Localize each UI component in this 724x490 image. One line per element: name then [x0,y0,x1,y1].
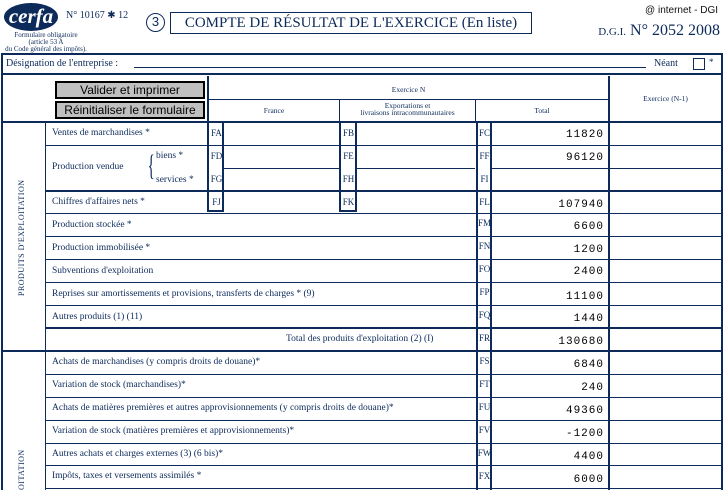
total-input-fn[interactable]: 1200 [573,244,604,256]
total-input-fw[interactable]: 4400 [573,451,604,463]
total-input-fv[interactable]: -1200 [565,428,604,440]
col-header-exercice-n: Exercice N [391,85,426,94]
total-input-fr[interactable]: 130680 [558,336,604,348]
row-label: Autres produits (1) (11) [52,312,143,322]
row-label: Variation de stock (matières premières et approvisionnements)* [52,426,295,436]
form-note [4,32,88,53]
divider [45,122,46,490]
code-fq: FQ [478,310,491,320]
neant-checkbox[interactable] [693,58,705,70]
page-title: COMPTE DE RÉSULTAT DE L'EXERCICE (En liste) [170,12,532,34]
row-label: Production stockée * [52,220,132,230]
code-fx: FX [478,471,491,481]
cerfa-logo: cerfa [4,3,58,31]
code-fh: FH [342,174,355,184]
code-fa: FA [211,128,222,138]
source-label: @ internet - DGI [645,5,718,16]
col-header-exports [340,102,475,116]
total-input-fm[interactable]: 6600 [573,221,604,233]
row-label: Impôts, taxes et versements assimilés * [52,471,202,481]
code-fw: FW [477,448,492,458]
divider [46,305,722,306]
divider [46,397,722,398]
form-note-line1: Formulaire obligatoire (article 53 A [14,31,78,46]
row-label: Achats de marchandises (y compris droits de douane)* [52,357,261,367]
divider [46,327,722,329]
col-header-exports-line1: Exportations et [384,101,431,110]
code-fl: FL [479,197,490,207]
section-label-charges: OITATION [17,449,26,490]
total-row-label: Total des produits d'exploitation (2) (I) [286,334,434,344]
code-fc: FC [478,128,490,138]
section-label-produits: PRODUITS D'EXPLOITATION [17,179,26,296]
divider [46,465,722,466]
code-fd: FD [210,151,223,161]
divider [492,168,722,169]
neant-label: Néant [654,58,678,69]
total-input-fo[interactable]: 2400 [573,266,604,278]
row-label: Reprises sur amortissements et provisions, transferts de charges * (9) [52,289,315,299]
dgi-prefix: D.G.I. [598,26,627,38]
row-sublabel: services * [156,175,194,185]
validate-print-button[interactable]: Valider et imprimer [55,81,205,99]
code-ft: FT [479,379,490,389]
code-fm: FM [477,218,491,228]
dgi-reference [598,22,720,40]
code-fb: FB [342,128,354,138]
col-header-exercice-n1: Exercice (N-1) [643,94,688,103]
designation-label: Désignation de l'entreprise : [6,58,119,69]
code-fu: FU [478,402,491,412]
code-fn: FN [478,241,491,251]
divider [46,213,722,214]
code-fo: FO [478,264,491,274]
divider [357,168,475,169]
divider [46,420,722,421]
row-label: Production immobilisée * [52,243,151,253]
row-label: Autres achats et charges externes (3) (6 bis)* [52,449,224,459]
divider [46,145,722,146]
divider [46,443,722,444]
divider [46,236,722,237]
total-input-fl[interactable]: 107940 [558,199,604,211]
designation-input[interactable] [134,67,646,68]
code-fv: FV [478,425,491,435]
row-label: Chiffres d'affaires nets * [52,197,145,207]
reset-form-button[interactable]: Réinitialiser le formulaire [55,101,205,119]
row-label: Achats de matières premières et autres approvisionnements (y compris droits de douane)* [52,403,394,413]
code-fi: FI [480,174,489,184]
form-note-line2: du Code général des impôts). [5,45,87,53]
total-input-ff[interactable]: 96120 [565,152,604,164]
row-label: Ventes de marchandises * [52,128,150,138]
brace-icon: { [147,149,155,182]
code-fg: FG [210,174,223,184]
col-header-exports-line2: livraisons intracommunautaires [360,108,455,117]
neant-asterisk: * [709,57,714,67]
code-fk: FK [342,197,355,207]
divider [608,76,610,490]
row-label: Variation de stock (marchandises)* [52,380,186,390]
code-fe: FE [343,151,354,161]
dgi-number: N° 2052 2008 [630,22,720,39]
code-fj: FJ [212,197,221,207]
row-label: Subventions d'exploitation [52,266,154,276]
divider [3,121,721,123]
code-fs: FS [479,356,490,366]
divider [46,259,722,260]
code-fr: FR [478,333,490,343]
row-label: Production vendue [52,162,124,172]
total-input-fp[interactable]: 11100 [565,291,604,303]
total-input-ft[interactable]: 240 [581,382,604,394]
total-input-fq[interactable]: 1440 [573,313,604,325]
divider [46,190,722,192]
col-header-total: Total [534,106,550,115]
total-input-fs[interactable]: 6840 [573,359,604,371]
divider [207,99,608,100]
divider [3,350,722,352]
total-input-fu[interactable]: 49360 [565,405,604,417]
form-number: N° 10167 ✱ 12 [66,10,129,21]
col-header-france: France [263,106,285,115]
row-sublabel: biens * [156,151,184,161]
code-fp: FP [479,287,490,297]
total-input-fx[interactable]: 6000 [573,474,604,486]
code-ff: FF [479,151,490,161]
divider [46,282,722,283]
divider [46,488,722,489]
divider [46,374,722,375]
divider [224,168,339,169]
section-number-badge: 3 [146,13,165,32]
total-input-fc[interactable]: 11820 [565,129,604,141]
